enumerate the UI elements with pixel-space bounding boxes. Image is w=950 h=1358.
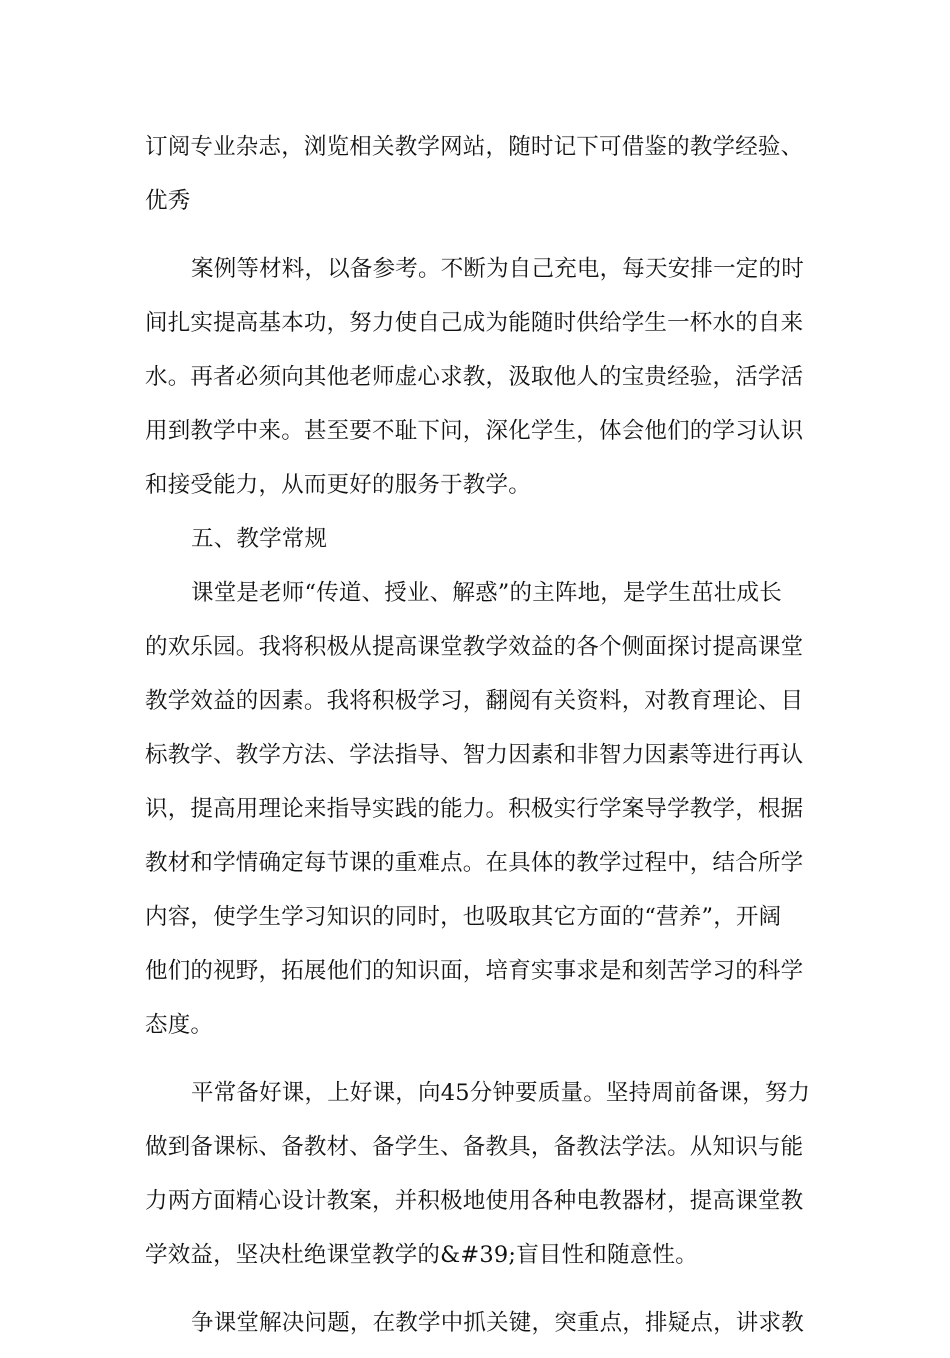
text-line: 识，提高用理论来指导实践的能力。积极实行学案导学教学，根据 xyxy=(145,796,804,822)
text-line: 他们的视野，拓展他们的知识面，培育实事求是和刻苦学习的科学 xyxy=(145,958,804,984)
text-line: 的欢乐园。我将积极从提高课堂教学效益的各个侧面探讨提高课堂 xyxy=(145,634,804,660)
text-line: 力两方面精心设计教案，并积极地使用各种电教器材，提高课堂教 xyxy=(145,1188,804,1214)
text-line: 订阅专业杂志，浏览相关教学网站，随时记下可借鉴的教学经验、 xyxy=(145,134,804,160)
text-line: 做到备课标、备教材、备学生、备教具，备教法学法。从知识与能 xyxy=(145,1134,804,1160)
text-line: 标教学、教学方法、学法指导、智力因素和非智力因素等进行再认 xyxy=(145,742,804,768)
section-heading: 五、教学常规 xyxy=(191,526,328,552)
text-line: 用到教学中来。甚至要不耻下问，深化学生，体会他们的学习认识 xyxy=(145,418,804,444)
text-line: 教学效益的因素。我将积极学习，翻阅有关资料，对教育理论、目 xyxy=(145,688,804,714)
paragraph-start-line: 课堂是老师“传道、授业、解惑”的主阵地，是学生茁壮成长 xyxy=(191,580,782,606)
text-line: 和接受能力，从而更好的服务于教学。 xyxy=(145,472,531,498)
text-line: 内容，使学生学习知识的同时，也吸取其它方面的“营养”，开阔 xyxy=(145,904,782,930)
paragraph-start-line: 争课堂解决问题，在教学中抓关键，突重点，排疑点，讲求教 xyxy=(191,1310,804,1336)
text-line: 学效益，坚决杜绝课堂教学的&#39;盲目性和随意性。 xyxy=(145,1242,698,1268)
paragraph-start-line: 案例等材料，以备参考。不断为自己充电，每天安排一定的时 xyxy=(191,256,804,282)
text-line: 间扎实提高基本功，努力使自己成为能随时供给学生一杯水的自来 xyxy=(145,310,804,336)
text-line: 教材和学情确定每节课的重难点。在具体的教学过程中，结合所学 xyxy=(145,850,804,876)
text-line: 态度。 xyxy=(145,1012,214,1038)
text-line: 优秀 xyxy=(145,188,191,214)
paragraph-start-line: 平常备好课，上好课，向45分钟要质量。坚持周前备课，努力 xyxy=(191,1080,811,1106)
document-body xyxy=(145,128,811,1358)
text-line: 水。再者必须向其他老师虚心求教，汲取他人的宝贵经验，活学活 xyxy=(145,364,804,390)
